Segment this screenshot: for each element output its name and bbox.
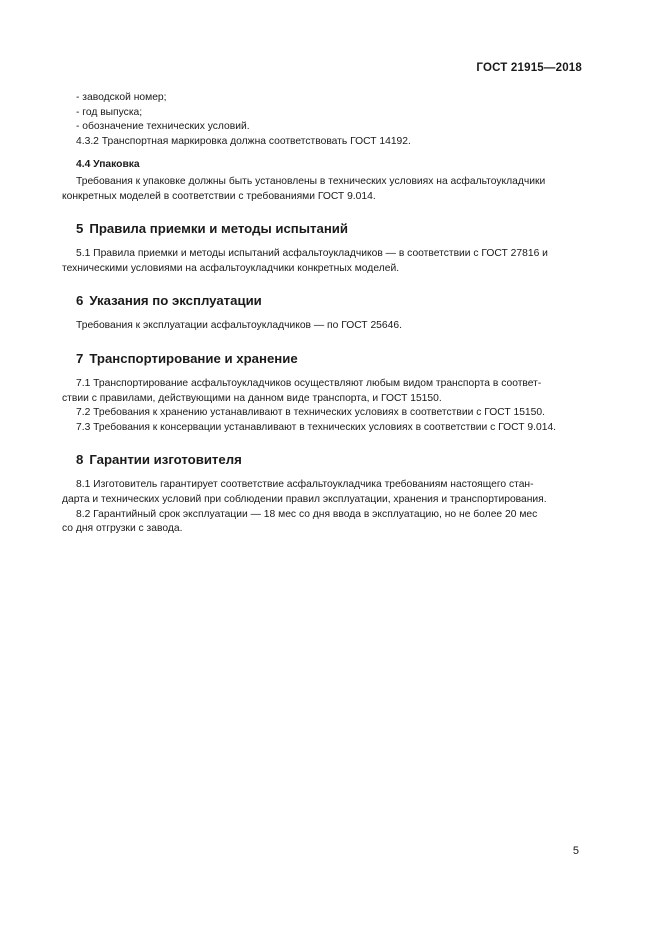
operation-paragraph: Требования к эксплуатации асфальтоукладчиков — по ГОСТ 25646.	[76, 320, 402, 332]
list-item-spec-designation: - обозначение технических условий.	[76, 121, 250, 133]
section-title: Указания по эксплуатации	[89, 293, 262, 309]
clause-8-1-line: 8.1 Изготовитель гарантирует соответствие асфальтоукладчика требованиям настоящего стан-	[76, 479, 534, 491]
clause-5-1-line: техническими условиями на асфальтоукладчики конкретных моделей.	[62, 262, 400, 274]
page-number: 5	[572, 845, 579, 857]
section-heading-acceptance	[62, 220, 584, 237]
section-title: Транспортирование и хранение	[89, 350, 298, 366]
section-heading-warranty	[62, 451, 584, 468]
clause-8-1-line: дарта и технических условий при соблюдении правил эксплуатации, хранения и транспортирования.	[62, 493, 547, 505]
clause-8-2-line: со дня отгрузки с завода.	[62, 523, 183, 535]
section-title: Гарантии изготовителя	[89, 452, 242, 468]
clause-7-1-line: ствии с правилами, действующими на данном виде транспорта, и ГОСТ 15150.	[62, 392, 442, 404]
document-code: ГОСТ 21915—2018	[476, 62, 582, 74]
clause-4-3-2: 4.3.2 Транспортная маркировка должна соответствовать ГОСТ 14192.	[76, 135, 411, 147]
subsection-heading-packaging: 4.4 Упаковка	[76, 159, 140, 171]
clause-7-1-line: 7.1 Транспортирование асфальтоукладчиков осуществляют любым видом транспорта в соответ-	[76, 377, 542, 389]
section-heading-operation	[62, 292, 584, 309]
list-item-year: - год выпуска;	[76, 106, 143, 118]
section-heading-transport-storage	[62, 350, 584, 367]
list-item-serial-number: - заводской номер;	[76, 92, 167, 103]
section-title: Правила приемки и методы испытаний	[89, 221, 349, 237]
clause-5-1-line: 5.1 Правила приемки и методы испытаний асфальтоукладчиков — в соответствии с ГОСТ 27816 и	[76, 248, 548, 260]
packaging-paragraph-line: Требования к упаковке должны быть установлены в технических условиях на асфальтоукладчики	[76, 175, 546, 187]
packaging-paragraph-line: конкретных моделей в соответствии с требованиями ГОСТ 9.014.	[62, 190, 376, 202]
clause-8-2-line: 8.2 Гарантийный срок эксплуатации — 18 мес со дня ввода в эксплуатацию, но не более 20 мес	[76, 508, 538, 520]
section-number: 5	[76, 221, 84, 237]
section-number: 7	[76, 350, 84, 366]
clause-7-3: 7.3 Требования к консервации устанавливают в технических условиях в соответствии с ГОСТ 9.014.	[76, 421, 557, 433]
clause-7-2: 7.2 Требования к хранению устанавливают в технических условиях в соответствии с ГОСТ 15150.	[76, 407, 545, 419]
section-number: 6	[76, 293, 84, 309]
section-number: 8	[76, 452, 84, 468]
page-content	[62, 91, 584, 537]
